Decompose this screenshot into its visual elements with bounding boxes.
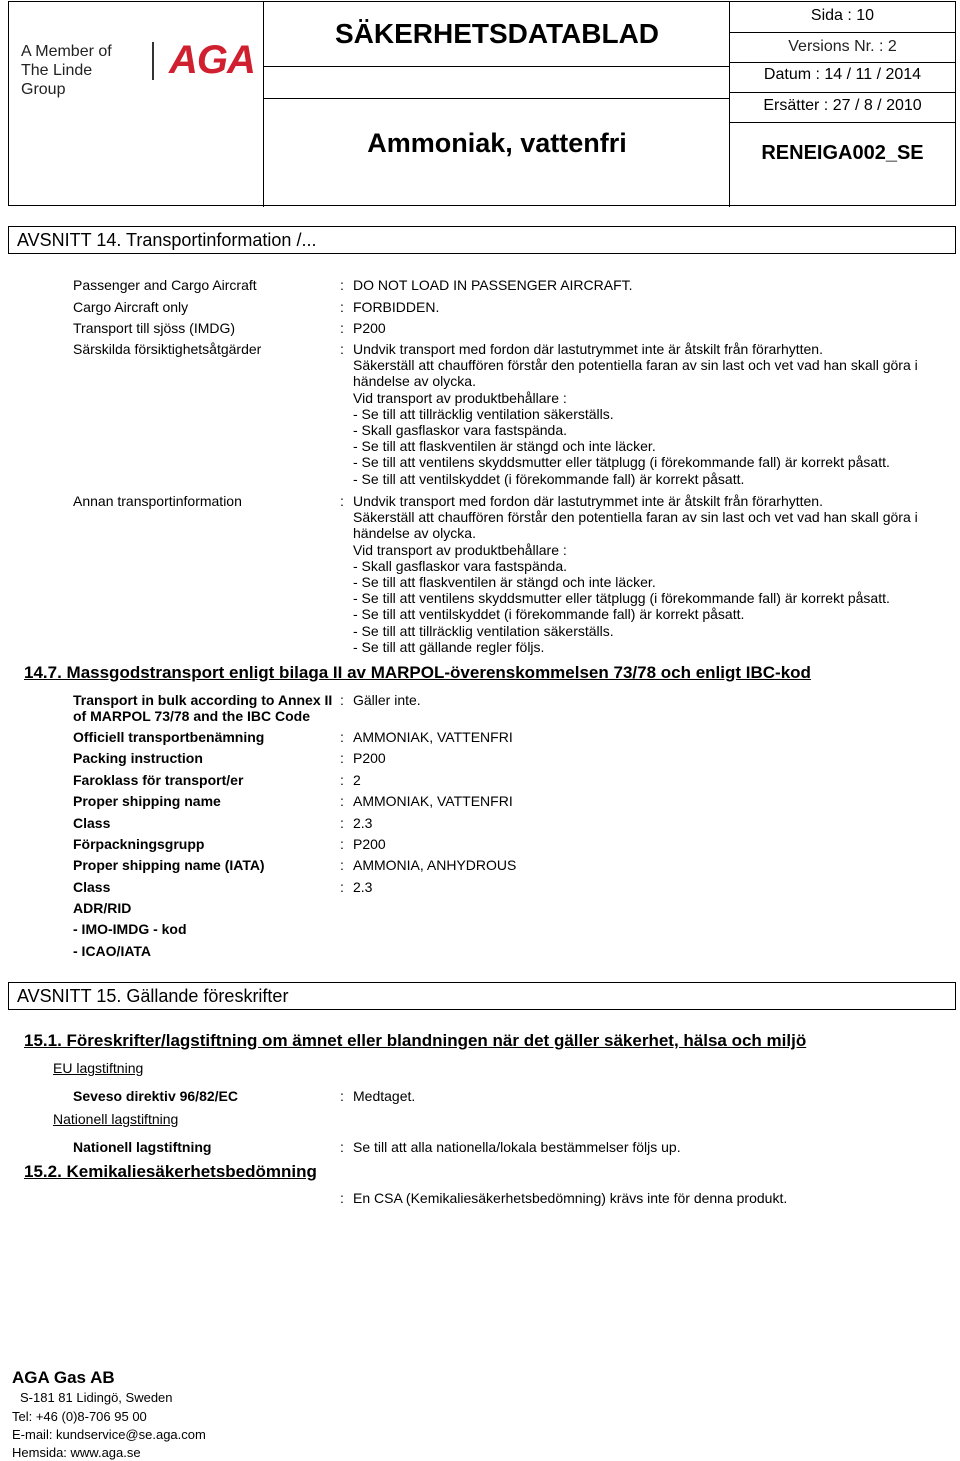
product-name: Ammoniak, vattenfri [367, 128, 627, 158]
other-transport-line: Vid transport av produktbehållare : [353, 541, 567, 558]
colon: : [340, 493, 344, 509]
bulk-row-value: 2.3 [353, 878, 373, 895]
other-transport-line: Undvik transport med fordon där lastutrymmet inte är åtskilt från förarhytten. [353, 493, 823, 509]
special-precaution-line: Vid transport av produktbehållare : [353, 389, 567, 406]
footer-website: Hemsida: www.aga.se [12, 1445, 141, 1460]
eu-legislation-heading: EU lagstiftning [53, 1060, 144, 1076]
subsection-15-2-title: 15.2. Kemikaliesäkerhetsbedömning [24, 1162, 317, 1181]
transport-row-value: FORBIDDEN. [353, 299, 440, 315]
bulk-transport-label-2: of MARPOL 73/78 and the IBC Code [73, 708, 310, 724]
footer-email: E-mail: kundservice@se.aga.com [12, 1427, 206, 1442]
other-transport-line: - Se till att tillräcklig ventilation säkerställs. [353, 622, 614, 639]
bulk-row-label: Proper shipping name [73, 793, 221, 810]
bulk-row-value: P200 [353, 750, 386, 767]
special-precaution-line: - Skall gasflaskor vara fastspända. [353, 422, 567, 438]
colon: : [340, 692, 344, 708]
other-transport-line: - Se till att ventilskyddet (i förekommande fall) är korrekt påsatt. [353, 606, 745, 623]
linde-group-text [21, 42, 141, 99]
national-legislation-label: Nationell lagstiftning [73, 1139, 212, 1155]
national-legislation-heading: Nationell lagstiftning [53, 1111, 179, 1127]
footer-company: AGA Gas AB [12, 1368, 115, 1387]
other-transport-line: - Skall gasflaskor vara fastspända. [353, 557, 567, 574]
replaces-date: Ersätter : 27 / 8 / 2010 [763, 97, 922, 114]
csa-value: En CSA (Kemikaliesäkerhetsbedömning) krävs inte för denna produkt. [353, 1190, 788, 1206]
seveso-value: Medtaget. [353, 1088, 416, 1104]
special-precaution-line: händelse av olycka. [353, 373, 476, 390]
transport-mode-label: - ICAO/IATA [73, 942, 152, 959]
footer-phone: Tel: +46 (0)8-706 95 00 [12, 1409, 147, 1424]
subsection-14-7-title: 14.7. Massgodstransport enligt bilaga II av MARPOL-överenskommelsen 73/78 och enligt IBC-kod [24, 663, 811, 682]
document-title: SÄKERHETSDATABLAD [334, 18, 660, 49]
colon: : [340, 814, 344, 831]
special-precaution-line: - Se till att ventilskyddet (i förekommande fall) är korrekt påsatt. [353, 470, 745, 487]
other-transport-line: händelse av olycka. [353, 525, 476, 542]
bulk-row-label: Förpackningsgrupp [73, 836, 205, 852]
transport-row-label: Cargo Aircraft only [73, 299, 189, 315]
colon: : [340, 1190, 344, 1206]
version-number: Versions Nr. : 2 [788, 38, 897, 55]
bulk-row-value: 2 [353, 771, 361, 788]
footer-address: S-181 81 Lidingö, Sweden [20, 1390, 173, 1405]
transport-row-value: DO NOT LOAD IN PASSENGER AIRCRAFT. [353, 277, 633, 293]
special-precautions-label: Särskilda försiktighetsåtgärder [73, 341, 262, 357]
colon: : [340, 729, 344, 745]
special-precaution-line: - Se till att ventilens skyddsmutter eller tätplugg (i förekommande fall) är korrekt påsatt. [353, 454, 890, 471]
colon: : [340, 320, 344, 336]
member-line-2: The Linde Group [21, 62, 93, 98]
bulk-row-value: 2.3 [353, 814, 373, 831]
other-transport-line: - Se till att gällande regler följs. [353, 638, 545, 655]
section-14-header: AVSNITT 14. Transportinformation /... [8, 226, 956, 254]
transport-mode-label: ADR/RID [73, 900, 132, 916]
issue-date: Datum : 14 / 11 / 2014 [763, 66, 922, 83]
bulk-transport-value: Gäller inte. [353, 692, 421, 708]
colon: : [340, 341, 344, 357]
special-precaution-line: - Se till att flaskventilen är stängd och inte läcker. [353, 438, 656, 455]
member-line-1: A Member of [21, 43, 112, 60]
bulk-row-label: Packing instruction [73, 750, 203, 767]
transport-row-label: Passenger and Cargo Aircraft [73, 277, 257, 293]
transport-mode-label: - IMO-IMDG - kod [73, 921, 187, 938]
special-precaution-line: Undvik transport med fordon där lastutrymmet inte är åtskilt från förarhytten. [353, 341, 823, 357]
colon: : [340, 1139, 344, 1155]
document-header [8, 1, 956, 206]
colon: : [340, 771, 344, 788]
special-precaution-line: Säkerställ att chauffören förstår den potentiella faran av sin last och vet vad han skall göra i [353, 357, 918, 374]
colon: : [340, 857, 344, 874]
bulk-row-value: AMMONIA, ANHYDROUS [353, 857, 517, 874]
bulk-row-label: Class [73, 878, 111, 895]
national-legislation-value: Se till att alla nationella/lokala bestämmelser följs up. [353, 1139, 681, 1155]
bulk-row-label: Class [73, 814, 111, 831]
bulk-row-label: Faroklass för transport/er [73, 771, 244, 788]
bulk-row-label: Proper shipping name (IATA) [73, 857, 265, 874]
document-code: RENEIGA002_SE [761, 142, 924, 164]
bulk-row-value: AMMONIAK, VATTENFRI [353, 729, 513, 745]
logo-area [9, 2, 264, 207]
colon: : [340, 878, 344, 895]
colon: : [340, 277, 344, 293]
page-number: Sida : 10 [810, 7, 875, 24]
colon: : [340, 299, 344, 315]
seveso-label: Seveso direktiv 96/82/EC [73, 1088, 238, 1104]
other-transport-label: Annan transportinformation [73, 493, 242, 509]
bulk-row-value: AMMONIAK, VATTENFRI [353, 793, 513, 810]
special-precaution-line: - Se till att tillräcklig ventilation säkerställs. [353, 405, 614, 422]
logo-divider [152, 42, 154, 80]
subsection-15-1-title: 15.1. Föreskrifter/lagstiftning om ämnet eller blandningen när det gäller säkerhet, hälsa och miljö [24, 1031, 807, 1050]
aga-logo: AGA [169, 38, 255, 82]
bulk-row-value: P200 [353, 836, 386, 852]
other-transport-line: Säkerställ att chauffören förstår den potentiella faran av sin last och vet vad han skall göra i [353, 509, 918, 526]
section-15-header: AVSNITT 15. Gällande föreskrifter [8, 982, 956, 1010]
other-transport-line: - Se till att flaskventilen är stängd och inte läcker. [353, 574, 656, 590]
transport-row-label: Transport till sjöss (IMDG) [73, 320, 236, 336]
colon: : [340, 793, 344, 810]
transport-row-value: P200 [353, 320, 386, 336]
title-area [264, 2, 730, 207]
colon: : [340, 750, 344, 767]
meta-area [730, 2, 955, 207]
colon: : [340, 1088, 344, 1104]
bulk-row-label: Officiell transportbenämning [73, 729, 265, 745]
bulk-transport-label-1: Transport in bulk according to Annex II [73, 692, 333, 708]
colon: : [340, 836, 344, 852]
other-transport-line: - Se till att ventilens skyddsmutter eller tätplugg (i förekommande fall) är korrekt påsatt. [353, 590, 890, 607]
